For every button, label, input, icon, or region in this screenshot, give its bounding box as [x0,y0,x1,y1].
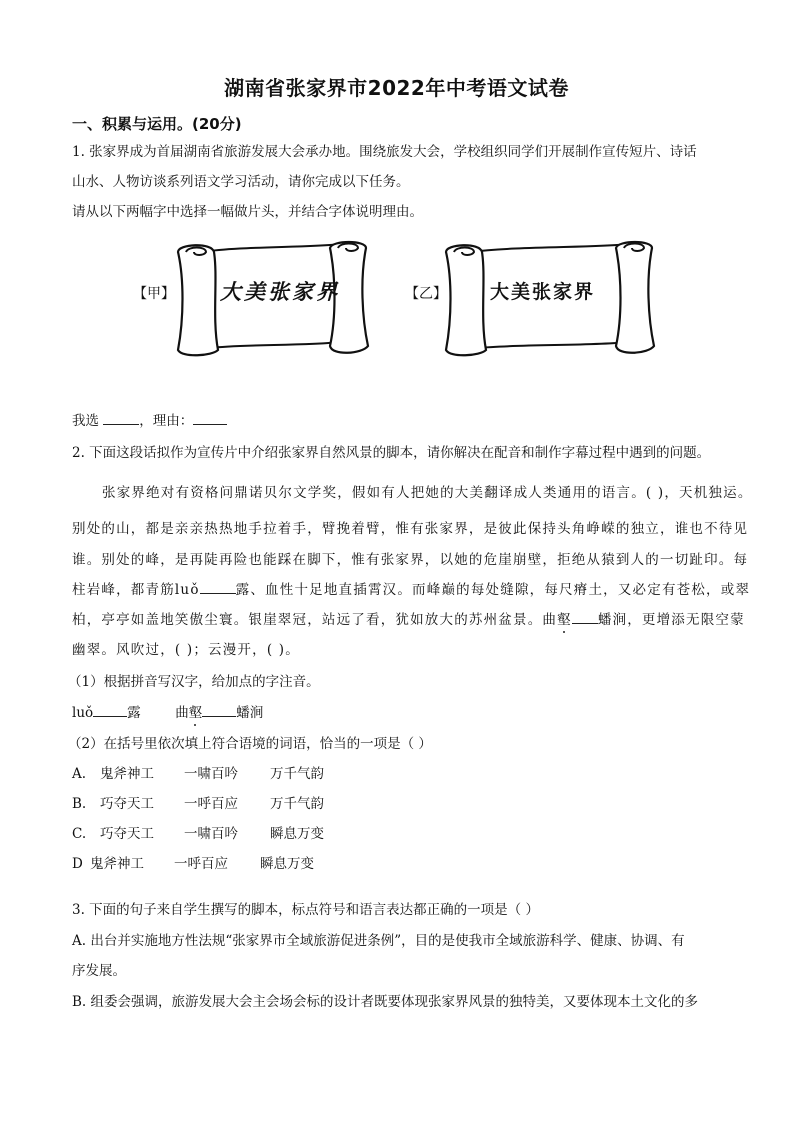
sub1-blank-b[interactable] [202,702,236,717]
option-b-label: 【乙】 [405,286,447,302]
option-label: B. [72,796,87,812]
page-title: 湖南省张家界市2022年中考语文试卷 [224,76,569,100]
q3-option-a-line-2: 序发展。 [72,963,126,979]
luo-blank[interactable] [200,579,236,594]
section-heading: 一、积累与运用。(20分) [72,115,242,133]
passage-line-4 [72,578,750,598]
q3-intro: 3. 下面的句子来自学生撰写的脚本，标点符号和语言表达都正确的一项是（ ） [72,902,539,918]
q1-line-1: 1. 张家界成为首届湖南省旅游发展大会承办地。围绕旅发大会，学校组织同学们开展制作宣传短片、诗话 [72,144,697,160]
option-label: C. [72,826,87,842]
option-word-1: 鬼斧神工 [90,856,144,872]
sub1-suffix-b: 蟠涧 [236,705,264,721]
q2-sub1-answers [72,702,263,723]
option-word-1: 巧夺天工 [100,826,154,842]
choice-blank[interactable] [103,410,139,425]
option-word-1: 巧夺天工 [100,796,154,812]
q1-line-2: 山水、人物访谈系列语文学习活动，请你完成以下任务。 [72,174,410,190]
q3-option-a-line-1: A. 出台并实施地方性法规“张家界市全域旅游促进条例”，目的是使我市全域旅游科学、健康、协调、有 [72,933,685,949]
q1-answer-line [72,410,227,431]
sub1-dotted-char: 壑 [188,705,203,721]
option-word-2: 一呼百应 [184,796,238,812]
option-word-1: 鬼斧神工 [100,766,154,782]
reason-blank[interactable] [193,410,227,425]
passage-line-6: 幽翠。风吹过，( )；云漫开，( )。 [72,642,300,658]
q2-sub2: （2）在括号里依次填上符合语境的词语，恰当的一项是（ ） [68,736,432,752]
sub1-suffix-a: 露 [127,705,141,721]
option-label: D [72,856,83,872]
q2-sub1: （1）根据拼音写汉字，给加点的字注音。 [68,674,320,690]
passage-line-2: 别处的山，都是亲亲热热地手拉着手，臂挽着臂，惟有张家界，是彼此保持头角峥嵘的独立，谁也不待见 [72,521,749,537]
passage-line-5 [72,608,745,628]
passage-line-4-end: 露、血性十足地直插霄汉。而峰巅的每处缝隙，每尺瘠土，又必定有苍松，或翠 [235,582,751,598]
pinyin-luo: luǒ [174,582,200,598]
passage-line-1: 张家界绝对有资格问鼎诺贝尔文学奖，假如有人把她的大美翻译成人类通用的语言。( )，天机独运。 [102,485,753,501]
answer-mid: ，理由： [139,413,194,429]
option-word-3: 瞬息万变 [270,826,324,842]
sub1-prefix-b: 曲 [175,705,189,721]
option-a-label: 【甲】 [133,286,175,302]
option-row-b[interactable] [72,794,324,814]
passage-line-3: 谁。别处的峰，是再陡再险也能踩在脚下，惟有张家界，以她的危崖崩壁，拒绝从猿到人的一切趾印。每 [72,552,749,568]
q3-option-b-line-1: B. 组委会强调，旅游发展大会主会场会标的设计者既要体现张家界风景的独特美，又要体现本土文化的多 [72,994,699,1010]
option-word-2: 一啸百吟 [184,826,238,842]
dotted-char: 壑 [557,612,572,628]
q2-intro: 2. 下面这段话拟作为宣传片中介绍张家界自然风景的脚本，请你解决在配音和制作字幕过程中遇到的问题。 [72,445,711,461]
option-row-c[interactable] [72,824,324,844]
passage-line-5-start: 柏，亭亭如盖地笑傲尘寰。银崖翠冠，站远了看，犹如放大的苏州盆景。曲 [72,612,558,628]
passage-line-4-start: 柱岩峰，都青筋 [72,582,175,598]
option-word-2: 一啸百吟 [184,766,238,782]
option-a-calligraphy: 大美张家界 [220,279,340,304]
option-row-a[interactable] [72,764,324,784]
sub1-blank-a[interactable] [93,702,127,717]
sub1-pinyin: luǒ [72,705,94,721]
option-word-2: 一呼百应 [174,856,228,872]
answer-prefix: 我选 [72,413,99,429]
passage-line-5-end: 蟠涧，更增添无限空蒙 [597,612,745,628]
he-blank[interactable] [572,609,598,624]
option-word-3: 瞬息万变 [260,856,314,872]
q1-line-3: 请从以下两幅字中选择一幅做片头，并结合字体说明理由。 [72,204,423,220]
option-word-3: 万千气韵 [270,796,324,812]
option-b-print: 大美张家界 [490,281,596,303]
option-row-d[interactable] [72,854,314,874]
option-label: A. [72,766,87,782]
option-word-3: 万千气韵 [270,766,324,782]
